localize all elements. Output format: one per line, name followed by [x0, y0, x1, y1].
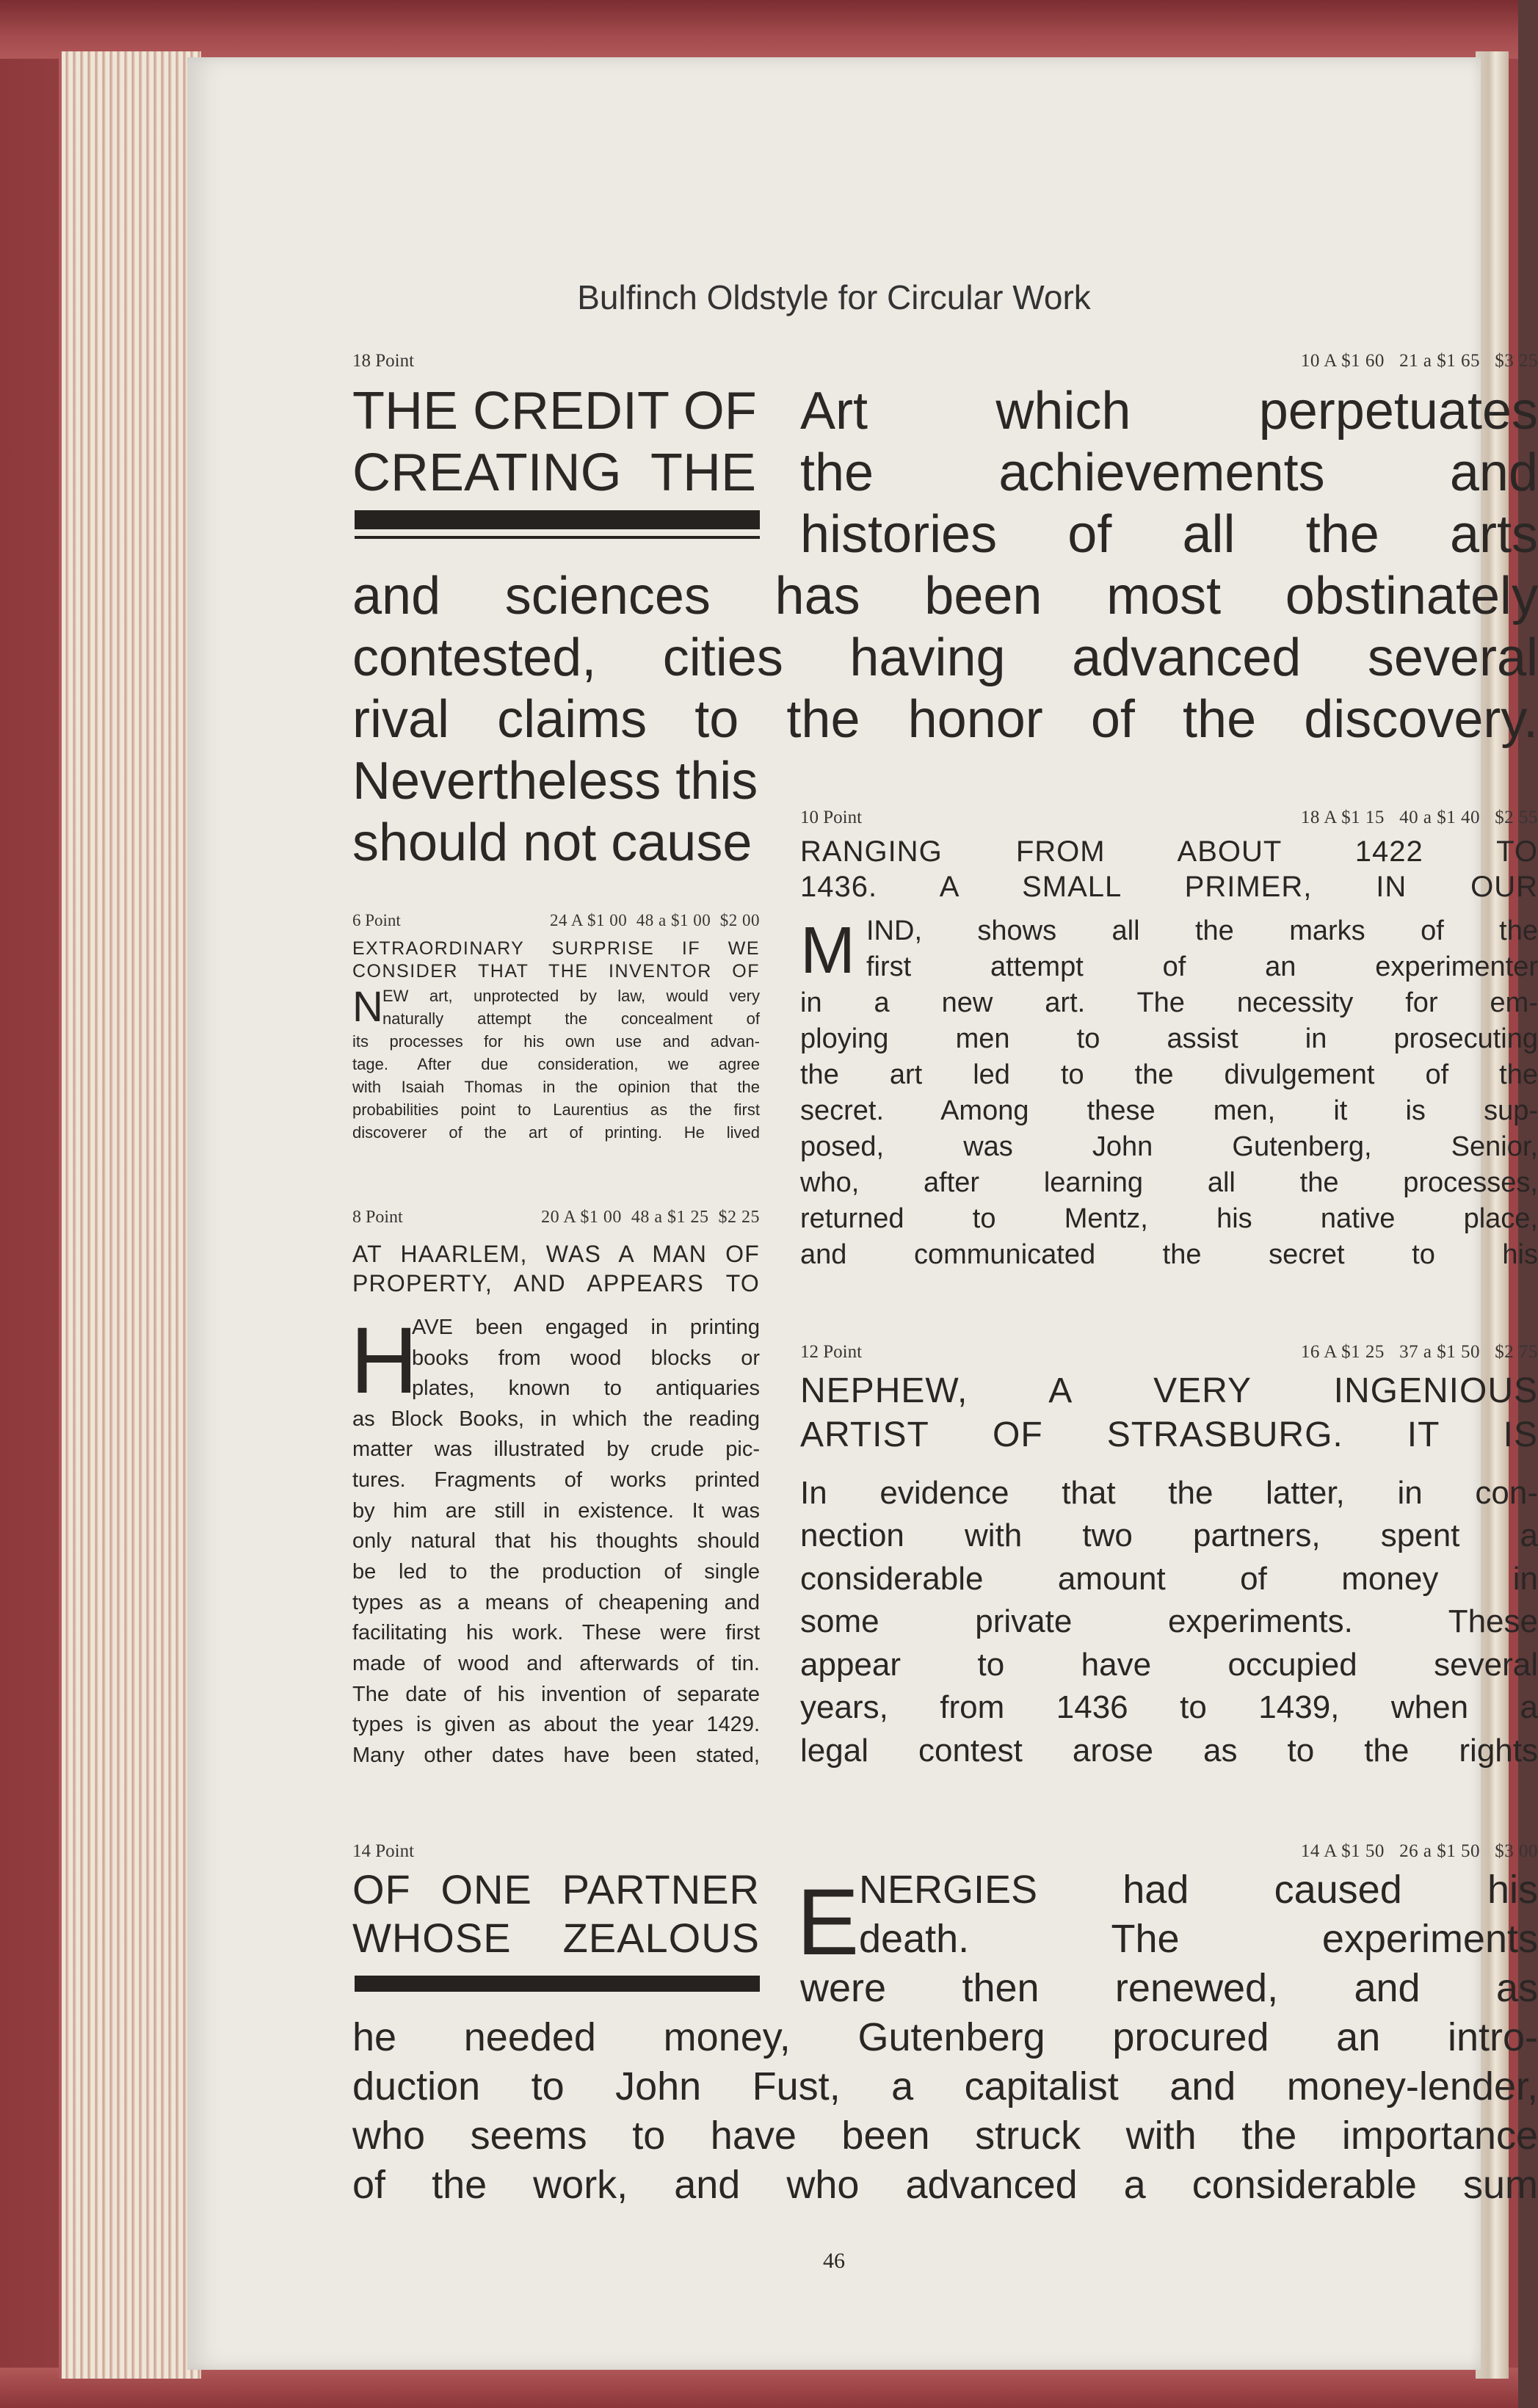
text-line: posed, was John Gutenberg, Senior,	[800, 1131, 1538, 1162]
text-line: ploying men to assist in prosecuting	[800, 1023, 1538, 1054]
book-page	[187, 57, 1538, 2370]
font-price-spec: 18 A $1 15 40 a $1 40 $2 55	[1300, 808, 1538, 827]
cover-top-edge	[0, 0, 1518, 59]
text-line: with Isaiah Thomas in the opinion that the	[352, 1078, 760, 1096]
text-line: Many other dates have been stated,	[352, 1744, 760, 1767]
text-line: appear to have occupied several	[800, 1647, 1538, 1683]
spec-line-18	[352, 351, 1538, 371]
text-line: WHOSE ZEALOUS	[352, 1915, 760, 1961]
text-line: tage. After due consideration, we agree	[352, 1055, 760, 1073]
text-line: were then renewed, and as	[800, 1966, 1538, 2010]
text-line: death. The experiments	[859, 1917, 1538, 1961]
decorative-rule	[355, 1976, 760, 1992]
text-line: books from wood blocks or	[412, 1346, 760, 1370]
text-line: he needed money, Gutenberg procured an intro-	[352, 2015, 1538, 2059]
font-price-spec: 14 A $1 50 26 a $1 50 $3 00	[1300, 1841, 1538, 1861]
text-line: nection with two partners, spent a	[800, 1517, 1538, 1553]
text-line: contested, cities having advanced several	[352, 628, 1538, 687]
text-line: rival claims to the honor of the discovery.	[352, 690, 1538, 749]
text-line: EXTRAORDINARY SURPRISE IF WE	[352, 938, 760, 959]
spec-line-10	[800, 808, 1538, 828]
text-line: In evidence that the latter, in con-	[800, 1475, 1538, 1511]
decorative-rule	[355, 536, 760, 539]
text-line: types is given as about the year 1429.	[352, 1713, 760, 1736]
text-line: who seems to have been struck with the importance	[352, 2114, 1538, 2158]
text-line: be led to the production of single	[352, 1560, 760, 1584]
text-line: the achievements and	[800, 443, 1538, 502]
text-line: NERGIES had caused his	[859, 1868, 1538, 1912]
text-line: some private experiments. These	[800, 1603, 1538, 1639]
text-line: AT HAARLEM, WAS A MAN OF	[352, 1241, 760, 1267]
text-line: probabilities point to Laurentius as the first	[352, 1100, 760, 1119]
text-line: The date of his invention of separate	[352, 1683, 760, 1706]
font-price-spec: 10 A $1 60 21 a $1 65 $3 25	[1300, 351, 1538, 371]
text-line: Nevertheless this	[352, 752, 758, 810]
spec-line-14	[352, 1841, 1538, 1862]
size-label: 8 Point	[352, 1208, 403, 1227]
text-line: secret. Among these men, it is sup-	[800, 1095, 1538, 1126]
text-line: THE CREDIT OF	[352, 382, 757, 440]
text-line: considerable amount of money in	[800, 1561, 1538, 1597]
text-line: CREATING THE	[352, 443, 756, 502]
text-line: ARTIST OF STRASBURG. IT IS	[800, 1415, 1538, 1454]
text-line: by him are still in existence. It was	[352, 1499, 760, 1523]
text-line: should not cause	[352, 813, 752, 872]
drop-cap: E	[797, 1870, 860, 1975]
text-line: AVE been engaged in printing	[412, 1316, 760, 1339]
text-line: the art led to the divulgement of the	[800, 1059, 1538, 1090]
decorative-rule	[355, 510, 760, 529]
drop-cap: H	[350, 1308, 418, 1413]
text-line: and communicated the secret to his	[800, 1239, 1538, 1270]
size-label: 14 Point	[352, 1841, 415, 1861]
cover-bottom-edge	[0, 2368, 1518, 2408]
page-edges-left	[59, 51, 201, 2379]
text-line: PROPERTY, AND APPEARS TO	[352, 1270, 760, 1297]
text-line: only natural that his thoughts should	[352, 1529, 760, 1553]
text-line: who, after learning all the processes,	[800, 1167, 1538, 1198]
text-line: in a new art. The necessity for em-	[800, 987, 1538, 1018]
page-number: 46	[823, 2249, 845, 2273]
font-price-spec: 16 A $1 25 37 a $1 50 $2 75	[1300, 1342, 1538, 1362]
text-line: returned to Mentz, his native place,	[800, 1203, 1538, 1234]
font-price-spec: 20 A $1 00 48 a $1 25 $2 25	[541, 1208, 760, 1227]
text-line: matter was illustrated by crude pic-	[352, 1437, 760, 1461]
font-price-spec: 24 A $1 00 48 a $1 00 $2 00	[549, 911, 760, 929]
drop-cap: M	[800, 914, 855, 987]
text-line: histories of all the arts	[800, 505, 1538, 564]
text-line: EW art, unprotected by law, would very	[382, 987, 760, 1005]
text-line: and sciences has been most obstinately	[352, 567, 1538, 625]
spec-line-6	[352, 911, 760, 930]
text-line: first attempt of an experimenter	[866, 951, 1538, 982]
text-line: made of wood and afterwards of tin.	[352, 1652, 760, 1675]
text-line: CONSIDER THAT THE INVENTOR OF	[352, 961, 760, 982]
page-title: Bulfinch Oldstyle for Circular Work	[577, 278, 1091, 316]
text-line: tures. Fragments of works printed	[352, 1468, 760, 1492]
spec-line-8	[352, 1208, 760, 1227]
text-line: of the work, and who advanced a considerable sum	[352, 2163, 1538, 2207]
text-line: types as a means of cheapening and	[352, 1591, 760, 1614]
drop-cap: N	[352, 983, 383, 1031]
size-label: 6 Point	[352, 911, 401, 929]
text-line: its processes for his own use and advan-	[352, 1032, 760, 1051]
text-line: Art which perpetuates	[800, 382, 1538, 440]
text-line: plates, known to antiquaries	[412, 1377, 760, 1400]
text-line: discoverer of the art of printing. He lived	[352, 1123, 760, 1142]
size-label: 10 Point	[800, 808, 863, 827]
size-label: 18 Point	[352, 351, 415, 371]
text-line: years, from 1436 to 1439, when a	[800, 1689, 1538, 1725]
text-line: IND, shows all the marks of the	[866, 915, 1538, 946]
text-line: facilitating his work. These were first	[352, 1621, 760, 1644]
spec-line-12	[800, 1342, 1538, 1363]
text-line: RANGING FROM ABOUT 1422 TO	[800, 835, 1538, 868]
text-line: as Block Books, in which the reading	[352, 1407, 760, 1431]
size-label: 12 Point	[800, 1342, 863, 1362]
text-line: naturally attempt the concealment of	[382, 1009, 760, 1028]
text-line: duction to John Fust, a capitalist and money-lender,	[352, 2064, 1538, 2108]
text-line: 1436. A SMALL PRIMER, IN OUR	[800, 871, 1538, 903]
text-line: OF ONE PARTNER	[352, 1866, 760, 1912]
text-line: NEPHEW, A VERY INGENIOUS	[800, 1371, 1538, 1410]
text-line: legal contest arose as to the rights	[800, 1733, 1538, 1769]
